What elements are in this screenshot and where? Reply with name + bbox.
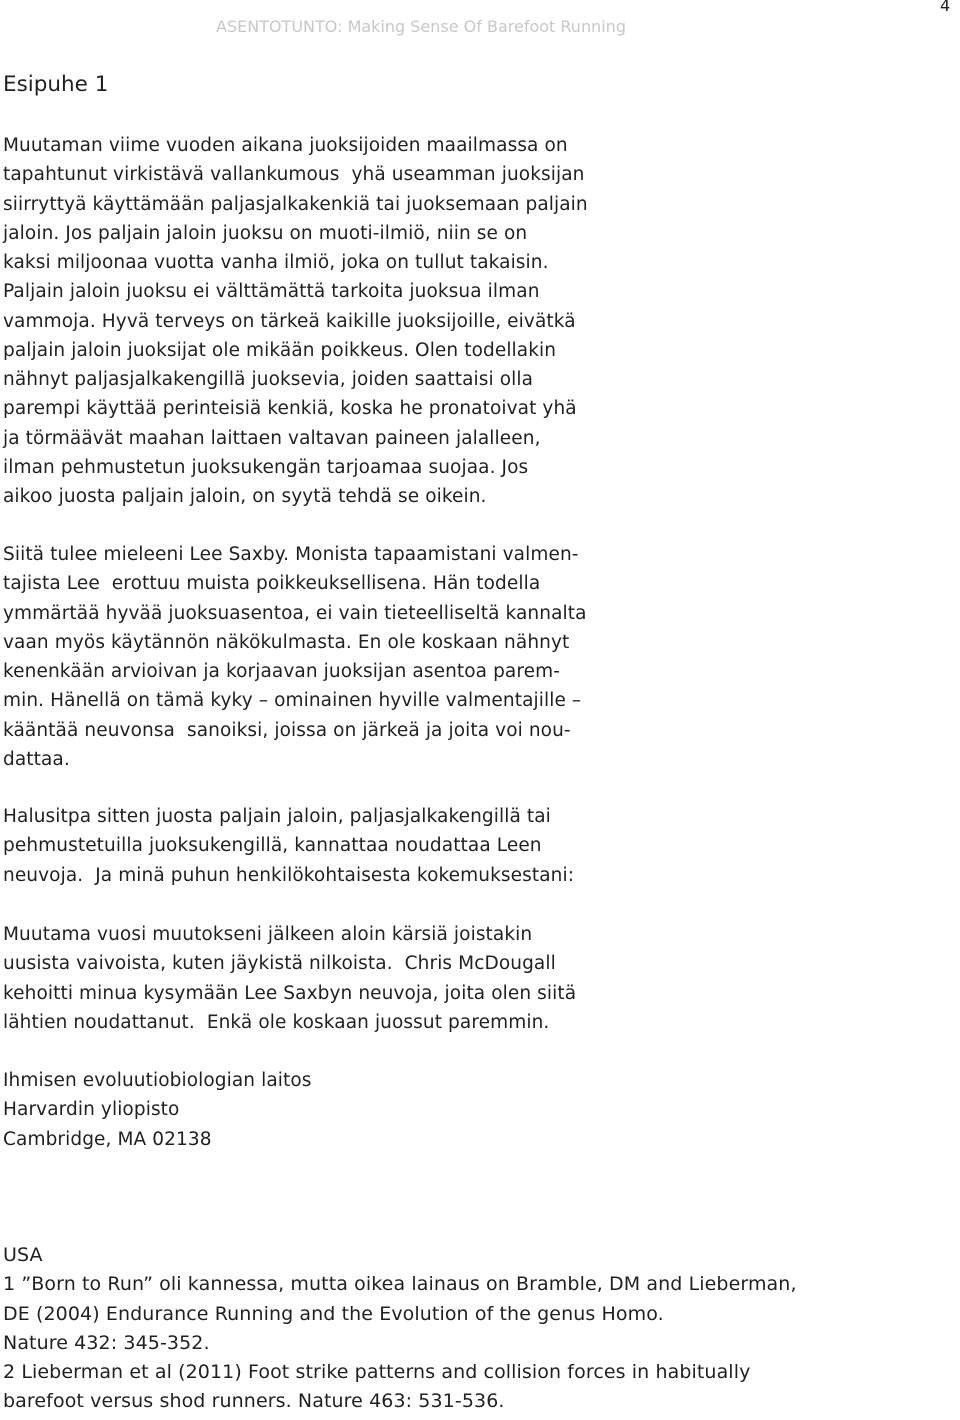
text-line: vammoja. Hyvä terveys on tärkeä kaikille juoksijoille, eivätkä <box>3 310 576 332</box>
footnote-line: USA <box>3 1244 43 1266</box>
author-affiliation <box>3 1066 312 1154</box>
page-heading: Esipuhe 1 <box>3 72 109 97</box>
text-line: tajista Lee erottuu muista poikkeuksellisena. Hän todella <box>3 573 541 595</box>
footnote-line: DE (2004) Endurance Running and the Evolution of the genus Homo. <box>3 1302 664 1325</box>
text-line: uusista vaivoista, kuten jäykistä nilkoista. Chris McDougall <box>3 953 556 975</box>
text-line: siirryttyä käyttämään paljasjalkakenkiä tai juoksemaan paljain <box>3 193 588 215</box>
footnote-line: 1 ”Born to Run” oli kannessa, mutta oikea lainaus on Bramble, DM and Lieberman, <box>3 1273 797 1296</box>
text-line: lähtien noudattanut. Enkä ole koskaan juossut paremmin. <box>3 1011 550 1033</box>
text-line: kaksi miljoonaa vuotta vanha ilmiö, joka on tullut takaisin. <box>3 252 549 273</box>
text-line: tapahtunut virkistävä vallankumous yhä useamman juoksijan <box>3 164 585 186</box>
text-line: kehoitti minua kysymään Lee Saxbyn neuvoja, joita olen siitä <box>3 982 577 1004</box>
text-line: Muutaman viime vuoden aikana juoksijoiden maailmassa on <box>3 135 568 156</box>
text-line: Halusitpa sitten juosta paljain jaloin, paljasjalkakengillä tai <box>3 806 551 827</box>
paragraph-1 <box>3 131 588 511</box>
footnote-line: barefoot versus shod runners. Nature 463: 531-536. <box>3 1390 505 1413</box>
text-line: paljain jaloin juoksijat ole mikään poikkeus. Olen todellakin <box>3 339 557 361</box>
footnotes <box>3 1241 797 1417</box>
text-line: vaan myös käytännön näkökulmasta. En ole koskaan nähnyt <box>3 631 570 653</box>
running-header: ASENTOTUNTO: Making Sense Of Barefoot Running <box>216 17 626 36</box>
footnote-line: Nature 432: 345-352. <box>3 1331 210 1354</box>
text-line: ilman pehmustetun juoksukengän tarjoamaa suojaa. Jos <box>3 456 529 478</box>
text-line: jaloin. Jos paljain jaloin juoksu on muoti-ilmiö, niin se on <box>3 222 528 244</box>
text-line: nähnyt paljasjalkakengillä juoksevia, joiden saattaisi olla <box>3 369 534 390</box>
text-line: aikoo juosta paljain jaloin, on syytä tehdä se oikein. <box>3 486 487 507</box>
page-number: 4 <box>940 0 951 15</box>
text-line: min. Hänellä on tämä kyky – ominainen hyville valmentajille – <box>3 690 582 712</box>
text-line: Paljain jaloin juoksu ei välttämättä tarkoita juoksua ilman <box>3 281 540 303</box>
text-line: parempi käyttää perinteisiä kenkiä, koska he pronatoivat yhä <box>3 398 577 420</box>
text-line: ymmärtää hyvää juoksuasentoa, ei vain tieteelliseltä kannalta <box>3 602 587 624</box>
footnote-line: 2 Lieberman et al (2011) Foot strike patterns and collision forces in habitually <box>3 1361 751 1383</box>
text-line: pehmustetuilla juoksukengillä, kannattaa noudattaa Leen <box>3 835 542 857</box>
affiliation-line: Cambridge, MA 02138 <box>3 1128 212 1150</box>
paragraph-3 <box>3 802 574 890</box>
text-line: kääntää neuvonsa sanoiksi, joissa on järkeä ja joita voi nou- <box>3 719 571 741</box>
text-line: ja törmäävät maahan laittaen valtavan paineen jalalleen, <box>3 427 541 449</box>
text-line: kenenkään arvioivan ja korjaavan juoksijan asentoa parem- <box>3 661 561 682</box>
paragraph-2 <box>3 540 587 774</box>
affiliation-line: Harvardin yliopisto <box>3 1099 180 1121</box>
paragraph-4 <box>3 920 576 1037</box>
text-line: Muutama vuosi muutokseni jälkeen aloin kärsiä joistakin <box>3 924 533 945</box>
affiliation-line: Ihmisen evoluutiobiologian laitos <box>3 1070 312 1091</box>
text-line: neuvoja. Ja minä puhun henkilökohtaisesta kokemuksestani: <box>3 864 575 886</box>
text-line: dattaa. <box>3 748 70 770</box>
text-line: Siitä tulee mieleeni Lee Saxby. Monista tapaamistani valmen- <box>3 544 579 565</box>
